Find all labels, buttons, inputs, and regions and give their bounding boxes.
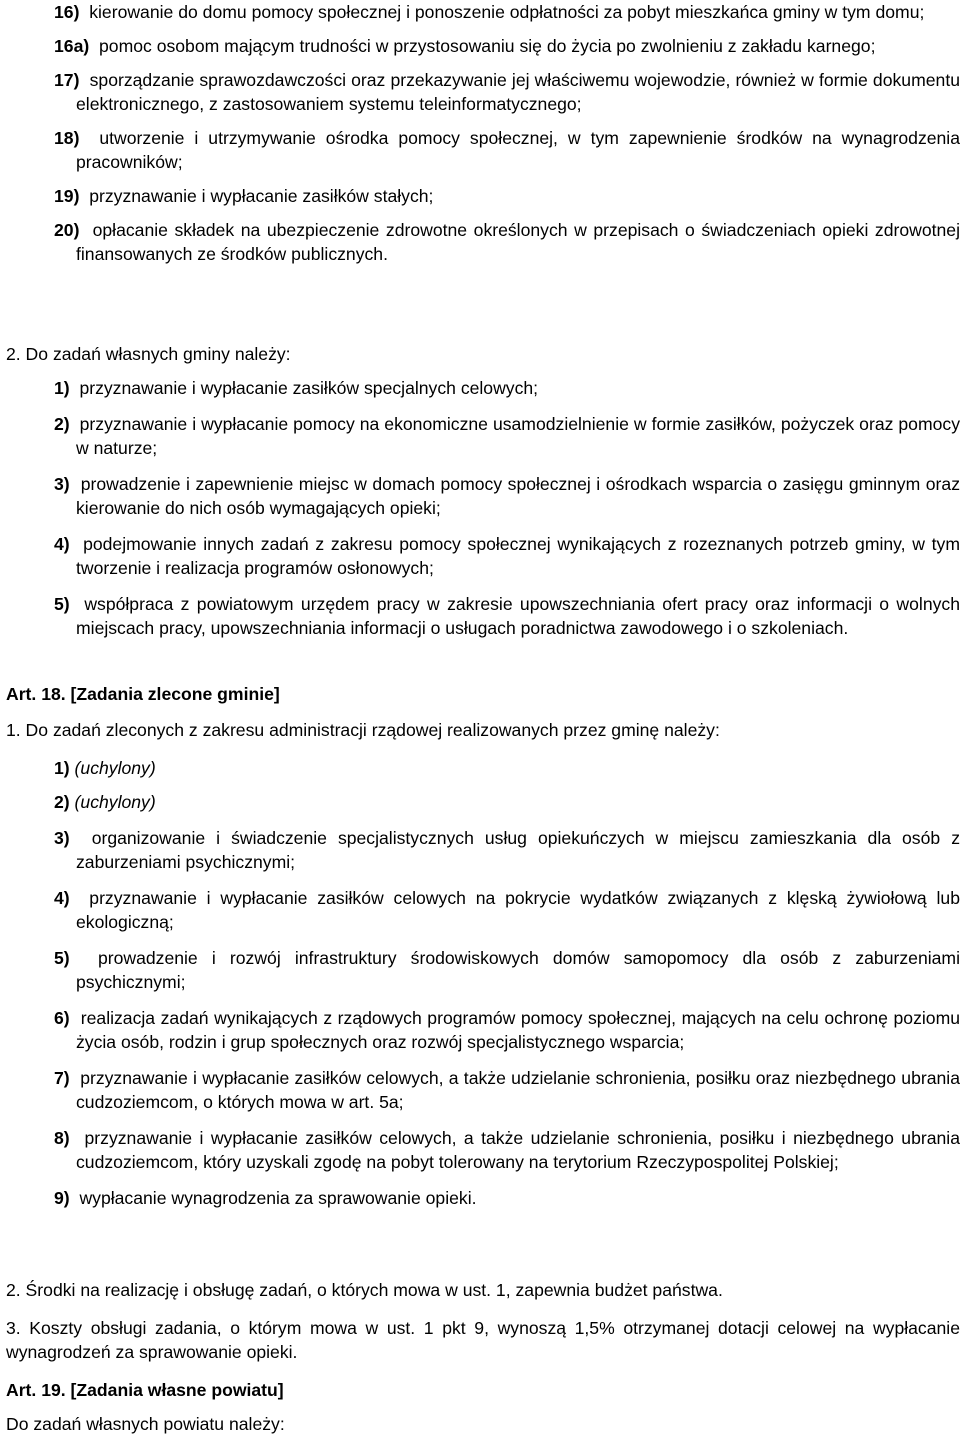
list-item: 7) przyznawanie i wypłacanie zasiłków celowych, a także udzielanie schronienia, posiłku oraz niezbędnego ubrania cudzoziemcom, o których mowa w art. 5a; (54, 1068, 960, 1112)
list-item: 19) przyznawanie i wypłacanie zasiłków stałych; (54, 186, 434, 206)
list-item: 5) współpraca z powiatowym urzędem pracy w zakresie upowszechniania ofert pracy oraz informacji o wolnych miejscach pracy, upowszechniania informacji o usługach poradnictwa zawodowego i o szkoleniach. (54, 594, 960, 638)
list-item: 2) (uchylony) (54, 792, 156, 812)
article-intro: Do zadań własnych powiatu należy: (6, 1414, 285, 1434)
list-item: 4) podejmowanie innych zadań z zakresu pomocy społecznej wynikających z rozeznanych potrzeb gminy, w tym tworzenie i realizacja programów osłonowych; (54, 534, 960, 578)
list-art18 (0, 756, 960, 1210)
list-item: 17) sporządzanie sprawozdawczości oraz przekazywanie jej właściwemu wojewodzie, również w formie dokumentu elektronicznego, z zastosowaniem systemu teleinformatycznego; (54, 70, 960, 114)
list-item: 3) prowadzenie i zapewnienie miejsc w domach pomocy społecznej i ośrodkach wsparcia o zasięgu gminnym oraz kierowanie do nich osób wymagających opieki; (54, 474, 960, 518)
list-item: 6) realizacja zadań wynikających z rządowych programów pomocy społecznej, mających na celu ochronę poziomu życia osób, rodzin i grup społecznych oraz rozwój specjalistycznego wsparcia; (54, 1008, 960, 1052)
article-paragraph: 3. Koszty obsługi zadania, o którym mowa w ust. 1 pkt 9, wynoszą 1,5% otrzymanej dotacji celowej na wypłacanie wynagrodzeń za sprawowanie opieki. (6, 1318, 960, 1362)
article-heading: Art. 19. [Zadania własne powiatu] (6, 1380, 284, 1400)
list-item: 20) opłacanie składek na ubezpieczenie zdrowotne określonych w przepisach o świadczeniach opieki zdrowotnej finansowanych ze środków publicznych. (54, 220, 960, 264)
list-item: 16) kierowanie do domu pomocy społecznej i ponoszenie odpłatności za pobyt mieszkańca gminy w tym domu; (54, 2, 925, 22)
list-item: 1) przyznawanie i wypłacanie zasiłków specjalnych celowych; (54, 378, 539, 398)
article-heading: Art. 18. [Zadania zlecone gminie] (6, 684, 280, 704)
list-item: 5) prowadzenie i rozwój infrastruktury środowiskowych domów samopomocy dla osób z zaburzeniami psychicznymi; (54, 948, 960, 992)
list-item: 3) organizowanie i świadczenie specjalistycznych usług opiekuńczych w miejscu zamieszkania dla osób z zaburzeniami psychicznymi; (54, 828, 960, 872)
section-intro: 2. Do zadań własnych gminy należy: (6, 344, 291, 364)
list-item: 9) wypłacanie wynagrodzenia za sprawowanie opieki. (54, 1188, 477, 1208)
list-section2 (0, 376, 960, 640)
list-item: 1) (uchylony) (54, 758, 156, 778)
list-item: 18) utworzenie i utrzymywanie ośrodka pomocy społecznej, w tym zapewnienie środków na wynagrodzenia pracowników; (54, 128, 960, 172)
list-top (0, 0, 960, 266)
article-paragraph: 2. Środki na realizację i obsługę zadań, o których mowa w ust. 1, zapewnia budżet państwa. (6, 1280, 723, 1300)
list-item: 16a) pomoc osobom mającym trudności w przystosowaniu się do życia po zwolnieniu z zakładu karnego; (54, 36, 876, 56)
list-item: 2) przyznawanie i wypłacanie pomocy na ekonomiczne usamodzielnienie w formie zasiłków, pożyczek oraz pomocy w naturze; (54, 414, 960, 458)
list-item: 4) przyznawanie i wypłacanie zasiłków celowych na pokrycie wydatków związanych z klęską żywiołową lub ekologiczną; (54, 888, 960, 932)
list-item: 8) przyznawanie i wypłacanie zasiłków celowych, a także udzielanie schronienia, posiłku i niezbędnego ubrania cudzoziemcom, który uzyskali zgodę na pobyt tolerowany na terytorium Rzeczypospolitej Polskiej; (54, 1128, 960, 1172)
article-intro: 1. Do zadań zleconych z zakresu administracji rządowej realizowanych przez gminę należy: (6, 720, 720, 740)
